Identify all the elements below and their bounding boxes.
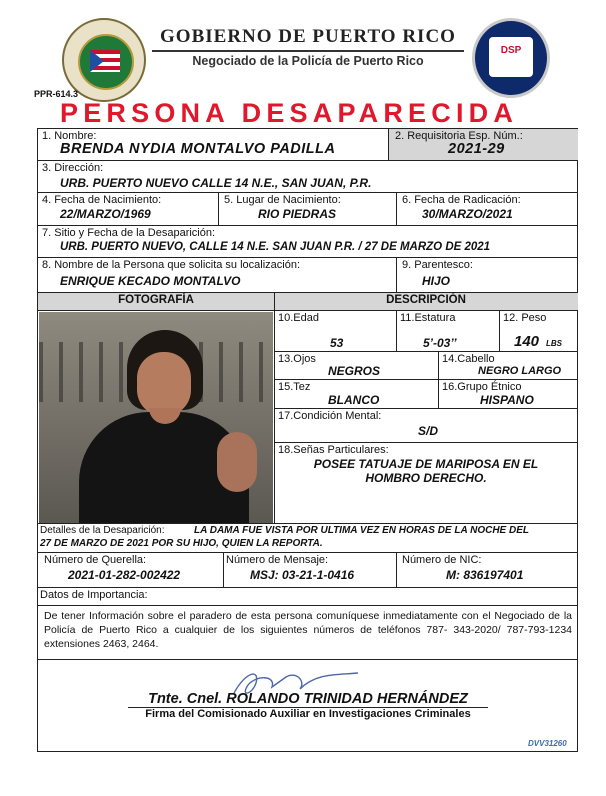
nic-label: Número de NIC: (402, 554, 482, 566)
querella-label: Número de Querella: (44, 554, 147, 566)
solicita-label: 8. Nombre de la Persona que solicita su localización: (42, 259, 301, 271)
querella-value: 2021-01-282-002422 (68, 568, 181, 582)
signatory-title: Firma del Comisionado Auxiliar en Investigaciones Criminales (145, 708, 471, 720)
peso-label: 12. Peso (503, 312, 547, 324)
direccion-value: URB. PUERTO NUEVO CALLE 14 N.E., SAN JUAN, P.R. (60, 176, 372, 190)
tez-value: BLANCO (328, 393, 380, 407)
badge-text: DSP (500, 45, 522, 56)
nombre-label: 1. Nombre: (42, 130, 97, 142)
parentesco-label: 9. Parentesco: (402, 259, 473, 271)
lugar-label: 5. Lugar de Nacimiento: (224, 194, 341, 206)
importancia-label: Datos de Importancia: (40, 589, 148, 601)
senas-line-1: POSEE TATUAJE DE MARIPOSA EN EL (313, 457, 539, 471)
tez-label: 15.Tez (278, 381, 311, 393)
nombre-value: BRENDA NYDIA MONTALVO PADILLA (60, 141, 336, 157)
detalles-line-1: LA DAMA FUE VISTA POR ULTIMA VEZ EN HORAS DE LA NOCHE DEL (194, 525, 529, 536)
lugar-value: RIO PIEDRAS (258, 207, 337, 221)
dsp-badge-icon (472, 18, 550, 98)
ojos-value: NEGROS (328, 364, 381, 378)
nic-value: M: 836197401 (446, 568, 524, 582)
condicion-mental-label: 17.Condición Mental: (278, 410, 382, 422)
missing-person-form (37, 128, 578, 752)
edad-label: 10.Edad (278, 312, 319, 324)
detalles-label: Detalles de la Desaparición: (40, 525, 165, 536)
senas-label: 18.Señas Particulares: (278, 444, 389, 456)
requisitoria-value: 2021-29 (448, 141, 505, 157)
aviso-text: De tener Información sobre el paradero de esta persona comuníquese inmediatamente con el Negociado de la Policía de Puerto Rico a cualquier de los siguientes números de teléfonos 787- 343-2020/ 787-793-1234 extensiones 2463, 2464. (44, 610, 572, 650)
edad-value: 53 (330, 336, 344, 350)
detalles-line-2: 27 DE MARZO DE 2021 POR SU HIJO, QUIEN LA REPORTA. (40, 538, 323, 549)
grupo-etnico-label: 16.Grupo Étnico (442, 381, 522, 393)
estatura-label: 11.Estatura (400, 312, 456, 324)
divider (152, 50, 464, 52)
org-subtitle: Negociado de la Policía de Puerto Rico (192, 54, 424, 68)
grupo-etnico-value: HISPANO (480, 393, 534, 407)
page-title: PERSONA DESAPARECIDA (60, 98, 519, 128)
requisitoria-label: 2. Requisitoria Esp. Núm.: (395, 130, 523, 142)
mensaje-value: MSJ: 03-21-1-0416 (250, 568, 355, 582)
senas-line-2: HOMBRO DERECHO. (365, 471, 487, 485)
footer-code: DVV31260 (528, 739, 567, 748)
mensaje-label: Número de Mensaje: (226, 554, 329, 566)
ojos-label: 13.Ojos (278, 353, 316, 365)
cabello-value: NEGRO LARGO (478, 365, 562, 377)
photo-section-header: FOTOGRAFÍA (118, 294, 194, 306)
peso-value: 140 (514, 333, 540, 350)
cabello-label: 14.Cabello (442, 353, 495, 365)
nacimiento-value: 22/MARZO/1969 (60, 207, 151, 221)
sitio-value: URB. PUERTO NUEVO, CALLE 14 N.E. SAN JUAN P.R. / 27 DE MARZO DE 2021 (60, 241, 491, 253)
signatory-name: Tnte. Cnel. ROLANDO TRINIDAD HERNÁNDEZ (148, 691, 468, 707)
signature-line (128, 707, 488, 708)
peso-unit: LBS (546, 339, 562, 348)
description-section-header: DESCRIPCIÓN (386, 294, 466, 306)
condicion-mental-value: S/D (418, 424, 439, 438)
parentesco-value: HIJO (422, 274, 451, 288)
doc-code: PPR-614.3 (34, 89, 79, 99)
person-photo (39, 312, 273, 523)
direccion-label: 3. Dirección: (42, 162, 104, 174)
nacimiento-label: 4. Fecha de Nacimiento: (42, 194, 162, 206)
org-title: GOBIERNO DE PUERTO RICO (160, 26, 456, 47)
radicacion-label: 6. Fecha de Radicación: (402, 194, 521, 206)
sitio-label: 7. Sitio y Fecha de la Desaparición: (42, 227, 216, 239)
radicacion-value: 30/MARZO/2021 (422, 207, 513, 221)
solicita-value: ENRIQUE KECADO MONTALVO (60, 274, 241, 288)
estatura-value: 5’-03’’ (423, 336, 457, 350)
